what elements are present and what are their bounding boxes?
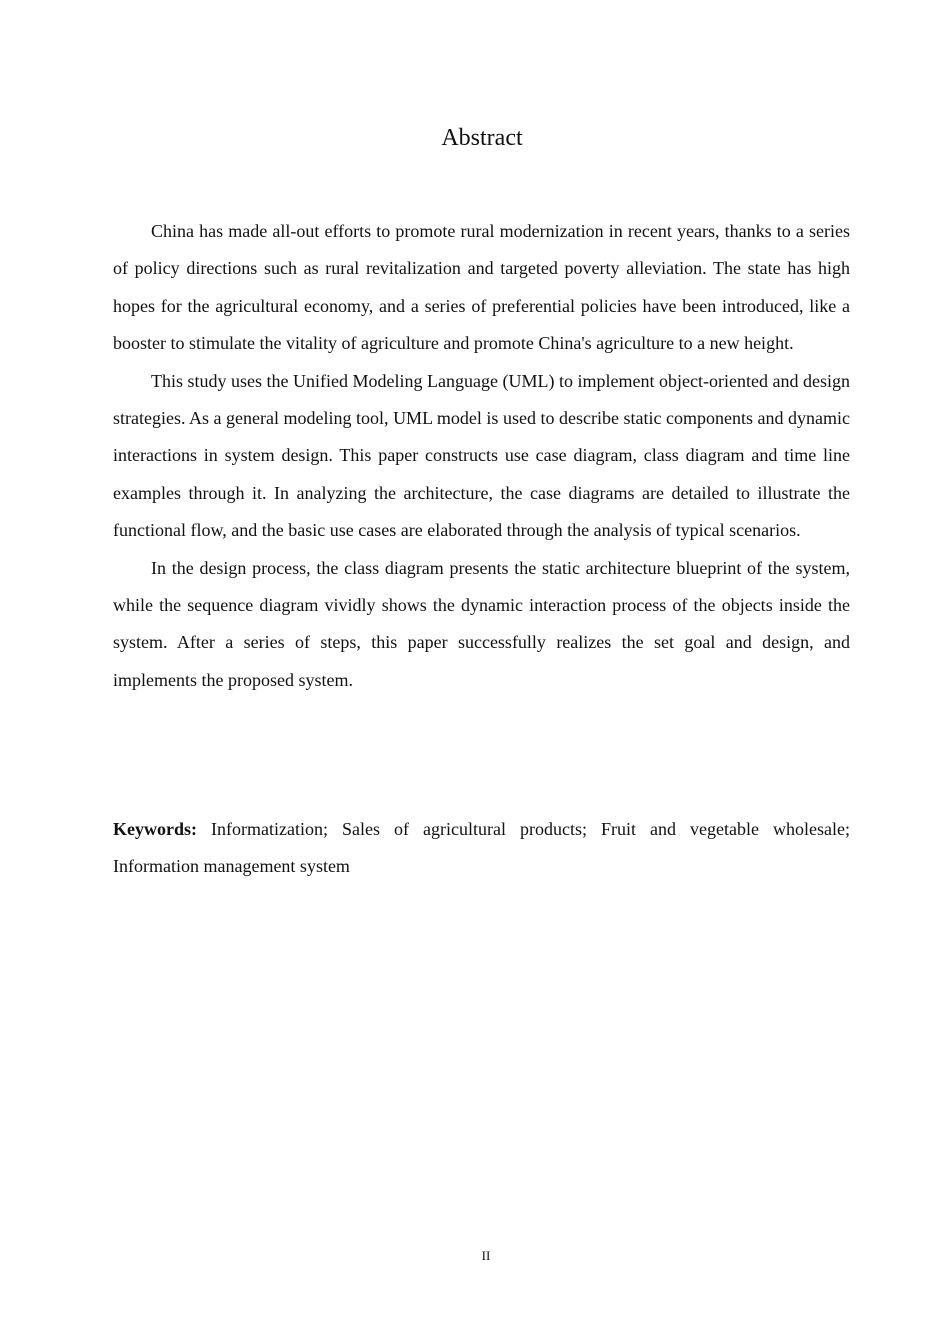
keywords-label: Keywords: [113, 819, 197, 839]
keywords-line [113, 811, 850, 886]
keywords-text: Informatization; Sales of agricultural products; Fruit and vegetable wholesale; Information management system [113, 819, 851, 877]
abstract-paragraph-2: This study uses the Unified Modeling Language (UML) to implement object-oriented and design strategies. As a general modeling tool, UML model is used to describe static components and dynamic interactions in system design. This paper constructs use case diagram, class diagram and time line examples through it. In analyzing the architecture, the case diagrams are detailed to illustrate the functional flow, and the basic use cases are elaborated through the analysis of typical scenarios. [113, 370, 850, 541]
abstract-paragraph-1: China has made all-out efforts to promote rural modernization in recent years, thanks to a series of policy directions such as rural revitalization and targeted poverty alleviation. The state has high hopes for the agricultural economy, and a series of preferential policies have been introduced, like a booster to stimulate the vitality of agriculture and promote China's agriculture to a new height. [113, 221, 850, 354]
abstract-body [113, 213, 850, 699]
abstract-title: Abstract [441, 125, 523, 151]
abstract-paragraph-3: In the design process, the class diagram presents the static architecture blueprint of the system, while the sequence diagram vividly shows the dynamic interaction process of the objects inside the system. After a series of steps, this paper successfully realizes the set goal and design, and implements the proposed system. [113, 557, 850, 690]
page-number: II [481, 1248, 491, 1263]
